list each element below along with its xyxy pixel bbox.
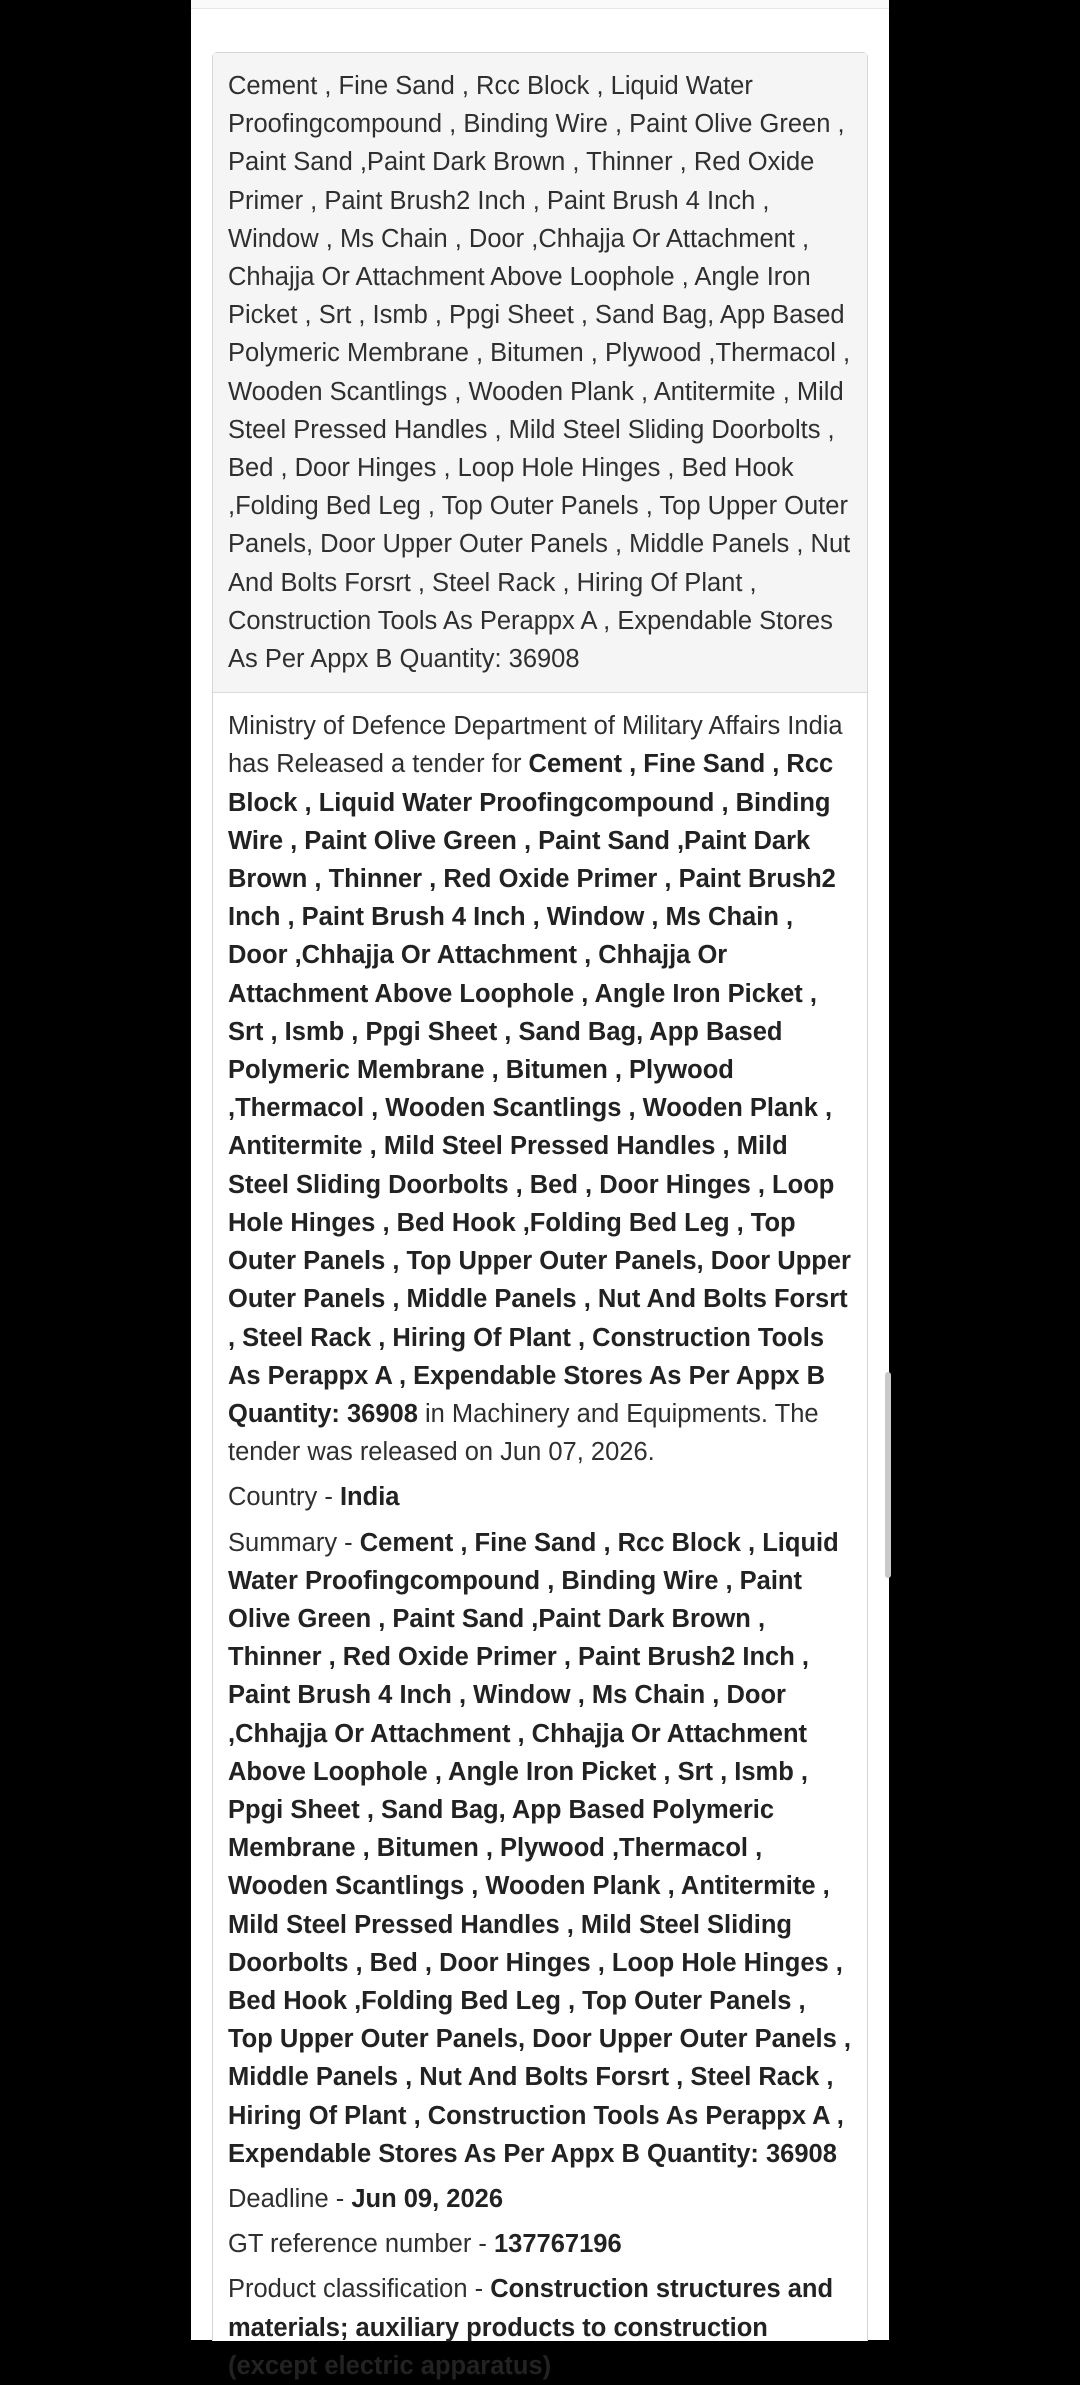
- summary-row: [228, 1524, 852, 2173]
- description-outro: in Machinery and Equipments. The tender was released on Jun 07, 2026.: [228, 1399, 819, 1467]
- tender-description: [228, 707, 852, 1471]
- tender-card: [212, 52, 868, 2380]
- summary-label: Summary -: [228, 1528, 360, 1557]
- gt-reference-label: GT reference number -: [228, 2230, 494, 2259]
- country-value: India: [339, 1483, 400, 1512]
- page-content: [191, 0, 889, 2380]
- tender-title: Cement , Fine Sand , Rcc Block , Liquid Water Proofingcompound , Binding Wire , Paint Olive Green , Paint Sand ,Paint Dark Brown , Thinner , Red Oxide Primer , Paint Brush2 Inch , Paint Brush 4 Inch , Window , Ms Chain , Door ,Chhajja Or Attachment , Chhajja Or Attachment Above Loophole , Angle Iron Picket , Srt , Ismb , Ppgi Sheet , Sand Bag, App Based Polymeric Membrane , Bitumen , Plywood ,Thermacol , Wooden Scantlings , Wooden Plank , Antitermite , Mild Steel Pressed Handles , Mild Steel Sliding Doorbolts , Bed , Door Hinges , Loop Hole Hinges , Bed Hook ,Folding Bed Leg , Top Outer Panels , Top Upper Outer Panels, Door Upper Outer Panels , Middle Panels , Nut And Bolts Forsrt , Steel Rack , Hiring Of Plant , Construction Tools As Perappx A , Expendable Stores As Per Appx B Quantity: 36908: [213, 53, 867, 693]
- scrollbar-thumb[interactable]: [885, 1372, 891, 1578]
- top-divider: [191, 0, 889, 9]
- gt-reference-value: 137767196: [493, 2230, 622, 2259]
- classification-value: Construction structures and materials; auxiliary products to construction (except electric apparatus): [228, 2275, 834, 2380]
- description-intro: Ministry of Defence Department of Military Affairs India has Released a tender for: [228, 712, 843, 779]
- deadline-value: Jun 09, 2026: [351, 2184, 504, 2213]
- deadline-row: [228, 2180, 852, 2218]
- deadline-label: Deadline -: [228, 2184, 352, 2213]
- classification-row: [228, 2270, 852, 2385]
- gt-reference-row: [228, 2225, 852, 2263]
- summary-value: Cement , Fine Sand , Rcc Block , Liquid Water Proofingcompound , Binding Wire , Paint Olive Green , Paint Sand ,Paint Dark Brown , Thinner , Red Oxide Primer , Paint Brush2 Inch , Paint Brush 4 Inch , Window , Ms Chain , Door ,Chhajja Or Attachment , Chhajja Or Attachment Above Loophole , Angle Iron Picket , Srt , Ismb , Ppgi Sheet , Sand Bag, App Based Polymeric Membrane , Bitumen , Plywood ,Thermacol , Wooden Scantlings , Wooden Plank , Antitermite , Mild Steel Pressed Handles , Mild Steel Sliding Doorbolts , Bed , Door Hinges , Loop Hole Hinges , Bed Hook ,Folding Bed Leg , Top Outer Panels , Top Upper Outer Panels, Door Upper Outer Panels , Middle Panels , Nut And Bolts Forsrt , Steel Rack , Hiring Of Plant , Construction Tools As Perappx A , Expendable Stores As Per Appx B Quantity: 36908: [228, 1528, 851, 2168]
- country-row: [228, 1478, 852, 1516]
- classification-label: Product classification -: [228, 2275, 491, 2304]
- description-item: Cement , Fine Sand , Rcc Block , Liquid Water Proofingcompound , Binding Wire , Paint Olive Green , Paint Sand ,Paint Dark Brown , Thinner , Red Oxide Primer , Paint Brush2 Inch , Paint Brush 4 Inch , Window , Ms Chain , Door ,Chhajja Or Attachment , Chhajja Or Attachment Above Loophole , Angle Iron Picket , Srt , Ismb , Ppgi Sheet , Sand Bag, App Based Polymeric Membrane , Bitumen , Plywood ,Thermacol , Wooden Scantlings , Wooden Plank , Antitermite , Mild Steel Pressed Handles , Mild Steel Sliding Doorbolts , Bed , Door Hinges , Loop Hole Hinges , Bed Hook ,Folding Bed Leg , Top Outer Panels , Top Upper Outer Panels, Door Upper Outer Panels , Middle Panels , Nut And Bolts Forsrt , Steel Rack , Hiring Of Plant , Construction Tools As Perappx A , Expendable Stores As Per Appx B Quantity: 36908: [228, 750, 851, 1428]
- country-label: Country -: [228, 1483, 340, 1512]
- tender-details: [213, 693, 867, 2385]
